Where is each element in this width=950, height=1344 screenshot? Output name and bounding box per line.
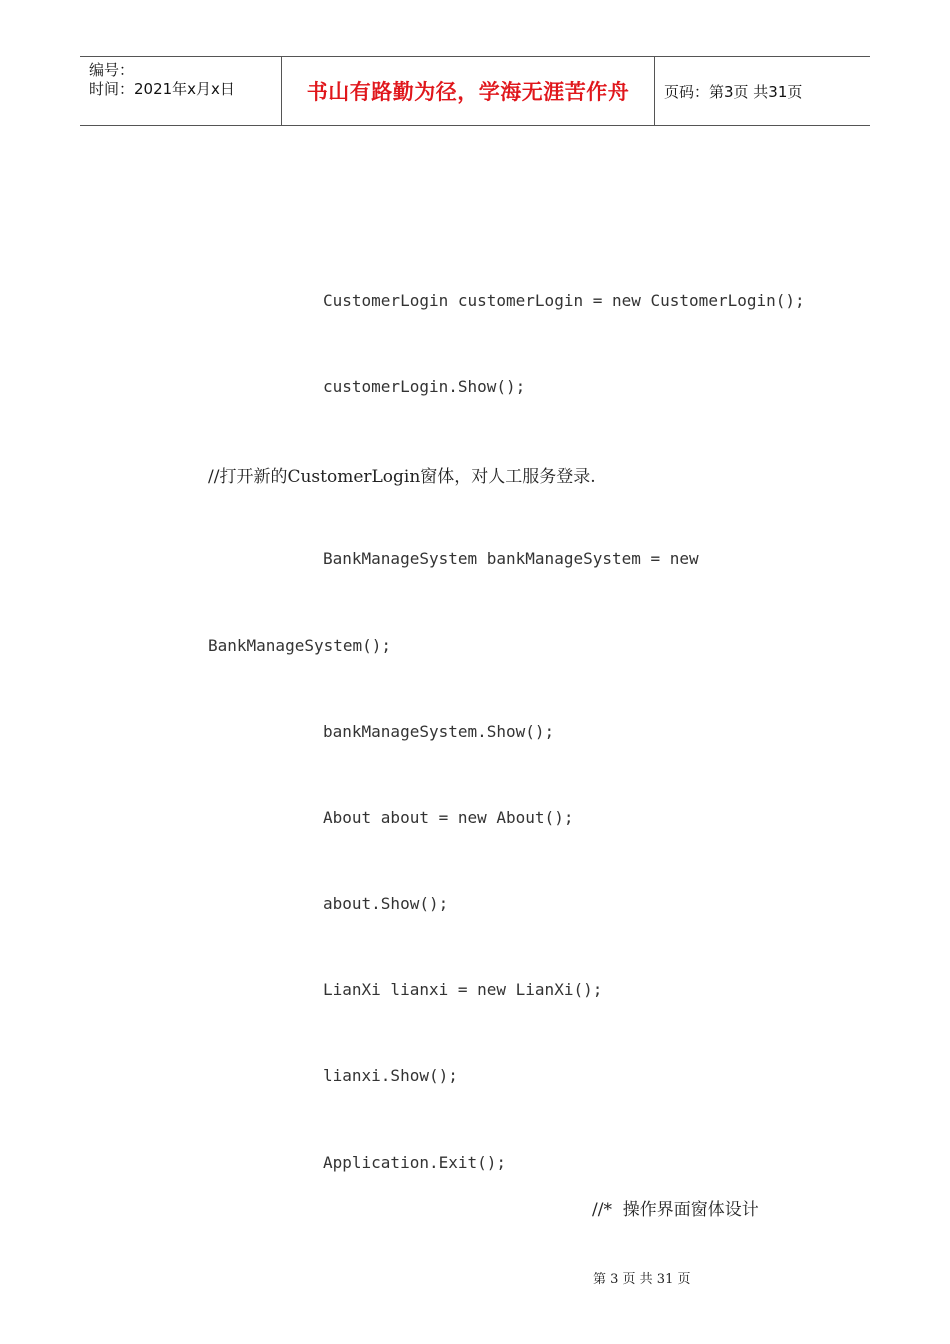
code-comment: //打开新的CustomerLogin窗体，对人工服务登录. (208, 467, 596, 487)
code-line: BankManageSystem bankManageSystem = new (323, 549, 699, 568)
document-time-label: 时间：2021年x月x日 (89, 80, 235, 98)
header-motto: 书山有路勤为径，学海无涯苦作舟 (281, 57, 655, 125)
header-page-label: 页码：第3页 共31页 (664, 82, 803, 101)
document-number-label: 编号： (89, 61, 135, 79)
code-line: bankManageSystem.Show(); (323, 722, 555, 741)
code-line: Application.Exit(); (323, 1153, 507, 1172)
page-footer: 第 3 页 共 31 页 (593, 1272, 691, 1287)
code-line: About about = new About(); (323, 808, 574, 827)
code-line: lianxi.Show(); (323, 1066, 458, 1085)
code-line: customerLogin.Show(); (323, 377, 526, 396)
page-header (80, 56, 870, 126)
section-comment: //* 操作界面窗体设计 (592, 1200, 759, 1220)
header-meta (80, 57, 281, 125)
code-line: BankManageSystem(); (208, 636, 392, 655)
code-line: about.Show(); (323, 894, 449, 913)
code-line: LianXi lianxi = new LianXi(); (323, 980, 603, 999)
code-line: CustomerLogin customerLogin = new CustomerLogin(); (323, 291, 805, 310)
